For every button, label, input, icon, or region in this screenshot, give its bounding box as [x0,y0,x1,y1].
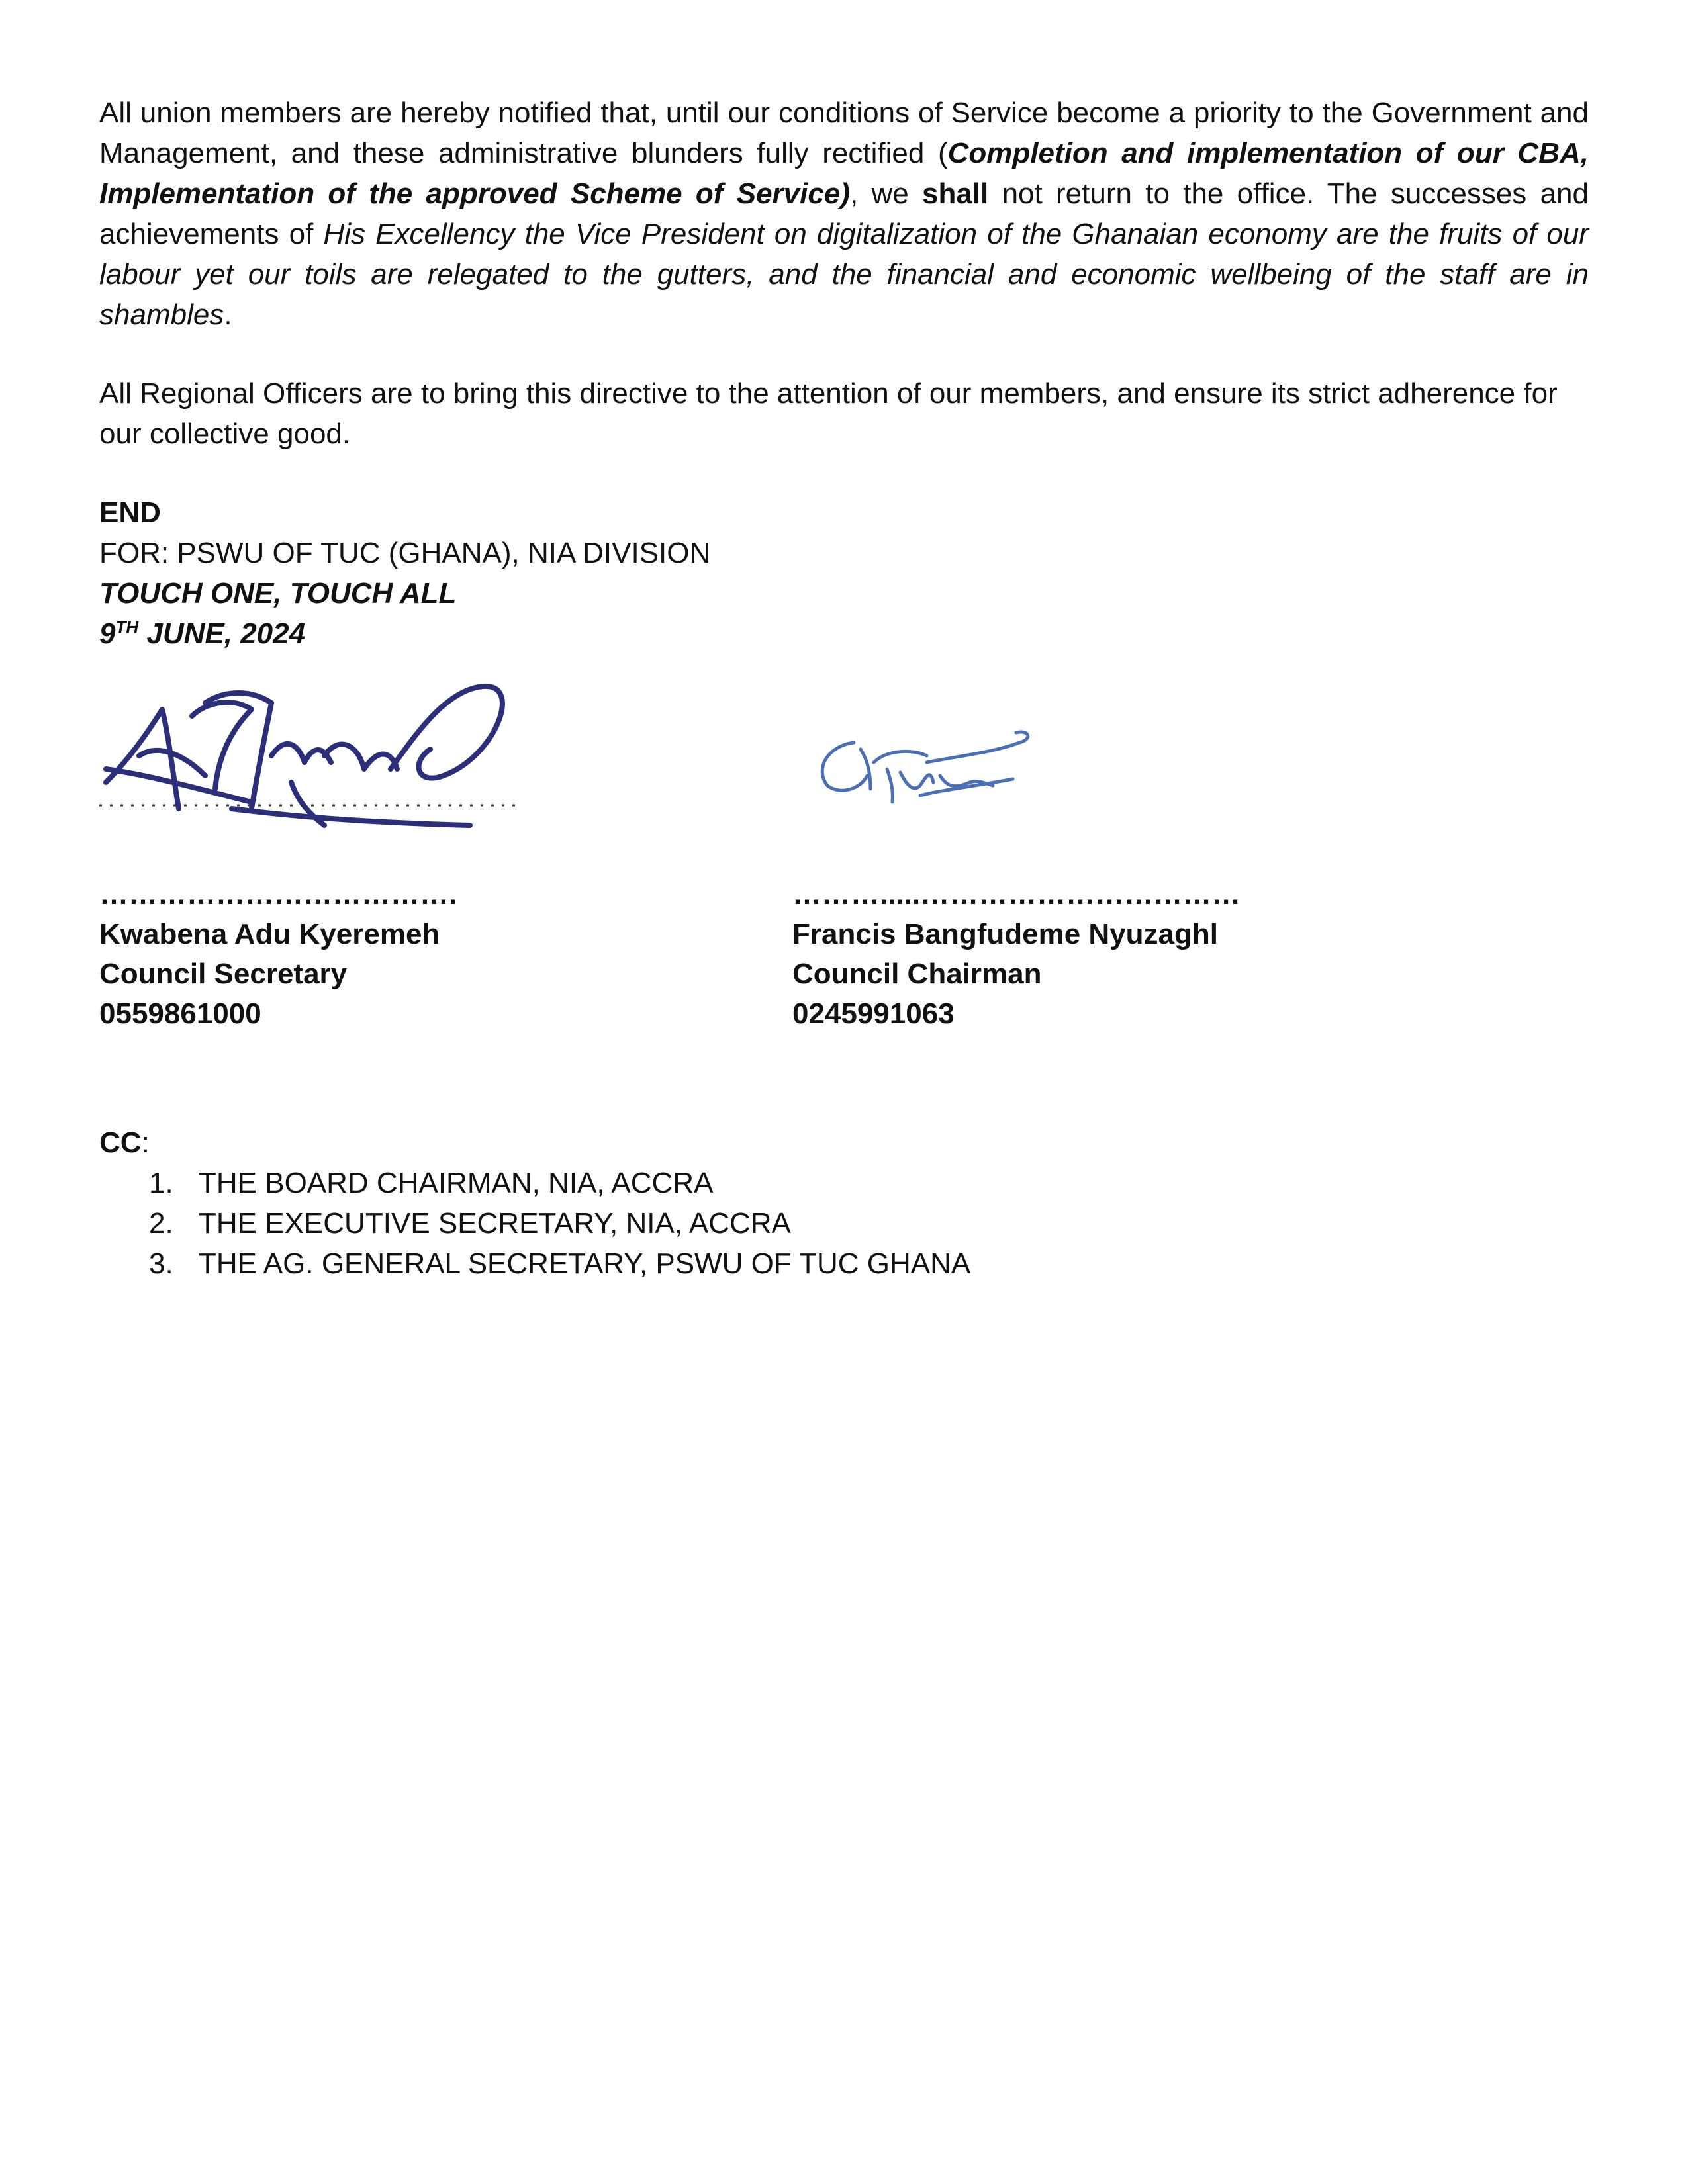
signature-line: ……….....…………………………… [792,878,1241,911]
for-line: FOR: PSWU OF TUC (GHANA), NIA DIVISION [99,537,711,569]
signatory-title: Council Chairman [792,958,1042,990]
date-line [99,614,1589,654]
cc-item-number: 2. [149,1207,173,1240]
signature-line: ………………………………. [99,878,457,911]
signatory-phone: 0559861000 [99,997,261,1030]
signatory-name: Kwabena Adu Kyeremeh [99,918,440,950]
cc-item-number: 1. [149,1167,173,1199]
notice-italic: His Excellency the Vice President on digitalization of the Ghanaian economy are the fruits of our labour yet our toils are relegated to the gutters, and the financial and economic wellbeing of the staff are in shambles [99,218,1589,331]
notice-text-1: All union members are hereby notified that, until our conditions of Service become a priority to the Government and Management, and these administrative blunders fully rectified ( [99,97,1589,169]
cc-item [99,1244,1589,1284]
cc-item [99,1163,1589,1203]
cc-label: CC [99,1126,142,1159]
signatory-phone: 0245991063 [792,997,955,1030]
notice-text-4: . [224,298,232,331]
signature-secretary [99,676,516,835]
signatory-name: Francis Bangfudeme Nyuzaghl [792,918,1219,950]
cc-item-text: THE EXECUTIVE SECRETARY, NIA, ACCRA [199,1207,791,1240]
motto: TOUCH ONE, TOUCH ALL [99,577,457,610]
cc-item [99,1203,1589,1244]
cc-item-text: THE AG. GENERAL SECRETARY, PSWU OF TUC GHANA [199,1248,971,1280]
document-page [99,93,1589,1284]
closing-block [99,492,1589,654]
signatory-secretary [99,875,457,1034]
signatory-title: Council Secretary [99,958,348,990]
date-rest: JUNE, 2024 [138,617,306,650]
cc-item-text: THE BOARD CHAIRMAN, NIA, ACCRA [199,1167,714,1199]
date-day: 9 [99,617,116,650]
cc-item-number: 3. [149,1248,173,1280]
cc-colon: : [141,1126,150,1159]
directive-paragraph: All Regional Officers are to bring this directive to the attention of our members, and ensure its strict adherence for our collective good. [99,377,1558,450]
cc-section [99,1122,1589,1284]
notice-demands: Completion and implementation of our CBA, Implementation of the approved Scheme of Service) [99,137,1589,210]
cc-heading [99,1122,1589,1163]
signature-chairman [814,723,1039,815]
signatures-section [99,676,1589,1113]
signatory-chairman [792,875,1241,1034]
notice-text-2: , we [849,177,922,210]
cc-list [99,1163,1589,1284]
notice-text-3: not return to the office. The successes and achievements of [99,177,1589,250]
notice-paragraph [99,93,1589,335]
end-label: END [99,496,161,529]
date-suffix: TH [115,617,139,637]
notice-shall: shall [922,177,989,210]
